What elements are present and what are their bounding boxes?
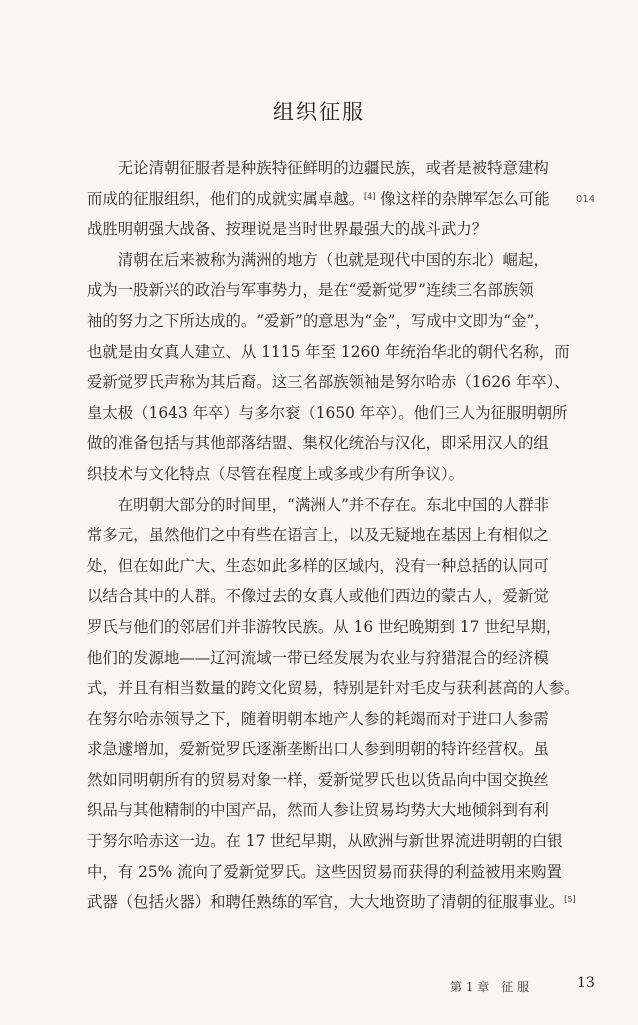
footnote-marker: [5] (564, 895, 576, 905)
text-line: 然如同明朝所有的贸易对象一样，爱新觉罗氏也以货品向中国交换丝 (87, 770, 549, 789)
text-line: 战胜明朝强大战备、按理说是当时世界最强大的战斗武力？ (87, 220, 488, 239)
text-line: 织品与其他精制的中国产品，然而人参让贸易均势大大地倾斜到有利 (87, 801, 549, 820)
page-number: 13 (577, 975, 595, 991)
text-line: 袖的努力之下所达成的。“爱新”的意思为“金”，写成中文即为“金”， (87, 311, 550, 330)
text-line: 常多元，虽然他们之中有些在语言上，以及无疑地在基因上有相似之 (87, 526, 549, 545)
paragraph (87, 245, 570, 490)
text-line: 爱新觉罗氏声称为其后裔。这三名部族领袖是努尔哈赤（1626 年卒）、 (87, 373, 570, 392)
text-line: 以结合其中的人群。不像过去的女真人或他们西边的蒙古人，爱新觉 (87, 587, 549, 606)
text-line: 清朝在后来被称为满洲的地方（也就是现代中国的东北）崛起， (87, 250, 549, 269)
paragraph (87, 490, 580, 918)
text-line: 在努尔哈赤领导之下，随着明朝本地产人参的耗竭而对于进口人参需 (87, 709, 549, 728)
text-line: 也就是由女真人建立、从 1115 年至 1260 年统治华北的朝代名称，而 (87, 342, 570, 361)
text-line: 成为一股新兴的政治与军事势力，是在“爱新觉罗”连续三名部族领 (87, 281, 534, 300)
text-line: 无论清朝征服者是种族特征鲜明的边疆民族，或者是被特意建构 (87, 159, 549, 177)
text-line: 处，但在如此广大、生态如此多样的区域内，没有一种总括的认同可 (87, 556, 549, 575)
text-line: 式，并且有相当数量的跨文化贸易，特别是针对毛皮与获利甚高的人参。 (87, 679, 580, 698)
text-line: 于努尔哈赤这一边。在 17 世纪早期，从欧洲与新世界流进明朝的白银 (87, 832, 563, 851)
text-line: 在明朝大部分的时间里，“满洲人”并不存在。东北中国的人群非 (87, 495, 550, 514)
text-line: 而成的征服组织，他们的成就实属卓越。[4] 像这样的杂牌军怎么可能 (87, 189, 550, 208)
text-line: 皇太极（1643 年卒）与多尔衮（1650 年卒）。他们三人为征服明朝所 (87, 403, 568, 422)
text-line: 他们的发源地——辽河流域一带已经发展为农业与狩猎混合的经济模 (87, 648, 549, 667)
text-line: 武器（包括火器）和聘任熟练的军官，大大地资助了清朝的征服事业。[5] (87, 893, 576, 912)
body-text (87, 153, 580, 918)
text-line: 罗氏与他们的邻居们并非游牧民族。从 16 世纪晚期到 17 世纪早期， (87, 617, 562, 636)
text-line: 做的准备包括与其他部落结盟、集权化统治与汉化，即采用汉人的组 (87, 434, 549, 453)
text-line: 求急遽增加，爱新觉罗氏逐渐垄断出口人参到明朝的特许经营权。虽 (87, 740, 549, 759)
chapter-label: 第 1 章 征 服 (450, 980, 530, 994)
page-title: 组织征服 (273, 100, 365, 124)
text-line: 织技术与文化特点（尽管在程度上或多或少有所争议）。 (87, 464, 465, 483)
paragraph (87, 153, 551, 245)
text-line: 中，有 25% 流向了爱新觉罗氏。这些因贸易而获得的利益被用来购置 (87, 862, 562, 881)
footnote-marker: [4] (364, 191, 376, 201)
margin-page-number: 014 (576, 194, 596, 205)
